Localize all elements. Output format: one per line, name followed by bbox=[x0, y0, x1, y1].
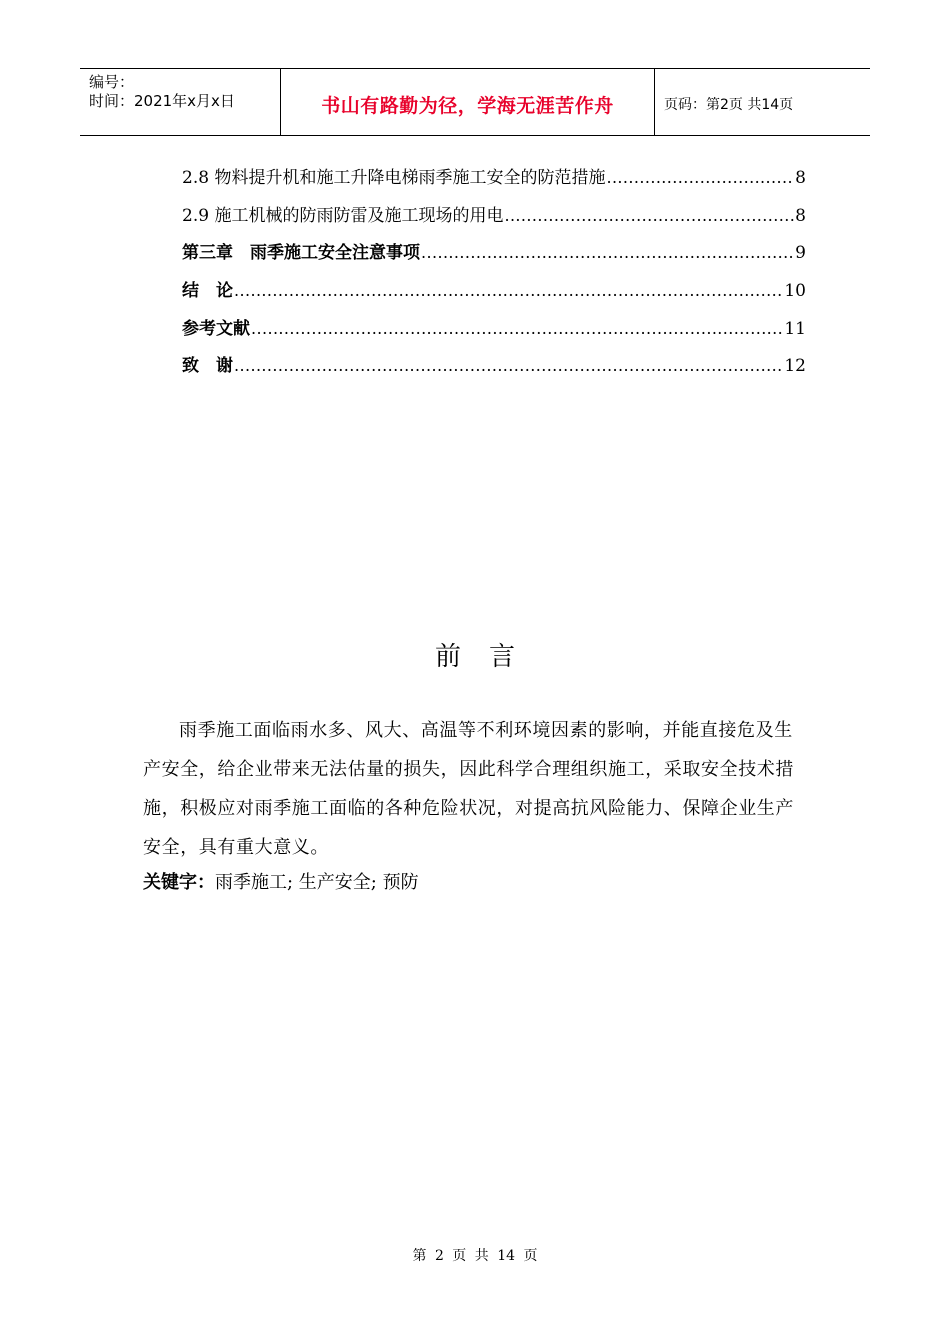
header-page-info: 页码：第2页 共14页 bbox=[664, 97, 794, 113]
toc-entry-page: 12 bbox=[784, 356, 806, 376]
toc-entry[interactable] bbox=[182, 201, 806, 225]
toc-entry[interactable] bbox=[182, 238, 806, 262]
toc-entry-page: 10 bbox=[784, 281, 806, 301]
toc-entry[interactable] bbox=[182, 314, 806, 338]
toc-leader bbox=[606, 168, 794, 187]
time-label: 时间：2021年x月x日 bbox=[89, 92, 235, 110]
header-motto-cell bbox=[281, 69, 655, 135]
keywords-label: 关键字： bbox=[143, 872, 215, 893]
code-label: 编号： bbox=[89, 73, 135, 91]
page-footer: 第 2 页 共 14 页 bbox=[412, 1248, 538, 1264]
toc-leader bbox=[421, 243, 794, 262]
section-title: 前言 bbox=[434, 642, 543, 672]
toc-leader bbox=[251, 319, 783, 338]
toc-entry-text: 结 论 bbox=[182, 281, 233, 301]
header-meta-cell bbox=[80, 69, 281, 135]
toc-entry-text: 致 谢 bbox=[182, 356, 233, 376]
toc-entry[interactable] bbox=[182, 163, 806, 187]
toc-entry[interactable] bbox=[182, 351, 806, 375]
toc-leader bbox=[234, 356, 783, 375]
toc-entry-page: 8 bbox=[795, 168, 806, 188]
toc-entry[interactable] bbox=[182, 276, 806, 300]
toc-entry-page: 11 bbox=[784, 319, 806, 339]
header-table bbox=[80, 68, 870, 136]
toc-entry-page: 8 bbox=[795, 206, 806, 226]
keywords-value: 雨季施工; 生产安全; 预防 bbox=[215, 872, 419, 893]
header-page-cell bbox=[655, 69, 870, 135]
toc-entry-page: 9 bbox=[795, 243, 806, 263]
toc-entry-text: 第三章 雨季施工安全注意事项 bbox=[182, 243, 420, 263]
preface-paragraph: 雨季施工面临雨水多、风大、高温等不利环境因素的影响，并能直接危及生产安全，给企业带来无法估量的损失，因此科学合理组织施工，采取安全技术措施，积极应对雨季施工面临的各种危险状况，对提高抗风险能力、保障企业生产安全，具有重大意义。 bbox=[143, 720, 794, 858]
toc-entry-text: 2.8 物料提升机和施工升降电梯雨季施工安全的防范措施 bbox=[182, 168, 606, 188]
toc-entry-text: 2.9 施工机械的防雨防雷及施工现场的用电 bbox=[182, 206, 504, 226]
toc-entry-text: 参考文献 bbox=[182, 319, 250, 339]
motto: 书山有路勤为径，学海无涯苦作舟 bbox=[321, 95, 614, 117]
keywords bbox=[143, 868, 419, 894]
toc-leader bbox=[234, 281, 783, 300]
toc-leader bbox=[504, 206, 794, 225]
